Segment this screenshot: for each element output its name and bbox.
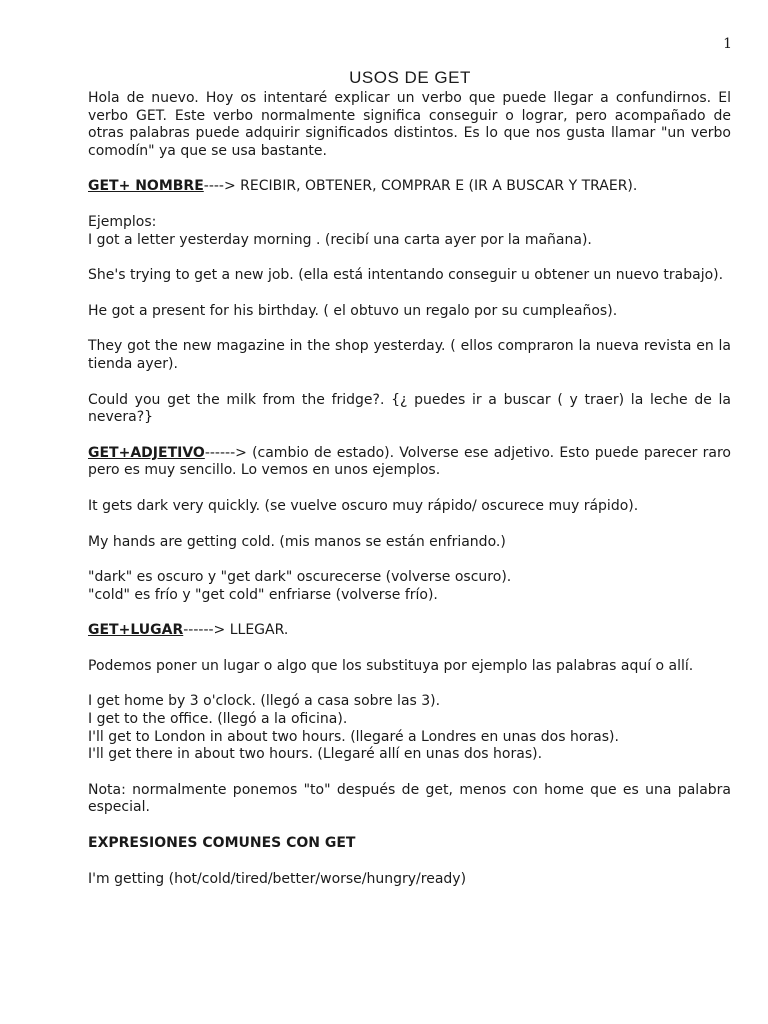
notes-block [88,569,731,604]
example-6: It gets dark very quickly. (se vuelve oscuro muy rápido/ oscurece muy rápido). [88,497,639,514]
example-7: My hands are getting cold. (mis manos se están enfriando.) [88,533,506,550]
intro-paragraph: Hola de nuevo. Hoy os intentaré explicar un verbo que puede llegar a confundirnos. El verbo GET. Este verbo normalmente significa conseguir o lograr, pero acompañado de otras palabras puede adquirir significados distintos. Es lo que nos gusta llamar "un verbo comodín" ya que se usa bastante. [88,90,731,159]
example-8: I get home by 3 o'clock. (llegó a casa sobre las 3). [88,693,441,710]
page-number: 1 [723,36,732,52]
example-11: I'll get there in about two hours. (Llegaré allí en unas dos horas). [88,746,543,763]
example-5: Could you get the milk from the fridge?. {¿ puedes ir a buscar ( y traer) la leche de la nevera?} [88,391,731,426]
examples-block [88,214,731,249]
example-9: I get to the office. (llegó a la oficina). [88,711,348,728]
keyword-get-lugar: GET+LUGAR [88,622,184,639]
example-3: He got a present for his birthday. ( el obtuvo un regalo por su cumpleaños). [88,302,618,319]
expresiones-heading: EXPRESIONES COMUNES CON GET [88,835,356,852]
example-2: She's trying to get a new job. (ella está intentando conseguir u obtener un nuevo trabajo). [88,267,724,284]
examples-label: Ejemplos: [88,213,157,230]
lugar-intro: Podemos poner un lugar o algo que los substituya por ejemplo las palabras aquí o allí. [88,657,694,674]
note-dark: "dark" es oscuro y "get dark" oscurecerse (volverse oscuro). [88,569,512,586]
page-title: USOS DE GET [349,68,471,87]
example-4: They got the new magazine in the shop yesterday. ( ellos compraron la nueva revista en la tienda ayer). [88,338,731,372]
section-get-lugar [88,622,731,640]
section-get-adjetivo [88,445,731,480]
lugar-examples [88,693,731,763]
keyword-get-nombre: GET+ NOMBRE [88,178,204,195]
section-get-nombre [88,178,731,196]
nota-paragraph: Nota: normalmente ponemos "to" después de get, menos con home que es una palabra especial. [88,781,731,816]
keyword-get-adjetivo: GET+ADJETIVO [88,444,205,461]
example-10: I'll get to London in about two hours. (llegaré a Londres en unas dos horas). [88,728,619,745]
section-get-nombre-text: ----> RECIBIR, OBTENER, COMPRAR E (IR A BUSCAR Y TRAER). [203,178,638,195]
note-cold: "cold" es frío y "get cold" enfriarse (volverse frío). [88,586,438,603]
example-1: I got a letter yesterday morning . (recibí una carta ayer por la mañana). [88,231,592,248]
document-body [88,90,731,906]
section-get-lugar-text: ------> LLEGAR. [183,622,289,639]
section-get-adjetivo-text: ------> (cambio de estado). Volverse ese adjetivo. Esto puede parecer raro pero es muy sencillo. Lo vemos en unos ejemplos. [88,444,731,479]
example-12: I'm getting (hot/cold/tired/better/worse/hungry/ready) [88,870,467,887]
